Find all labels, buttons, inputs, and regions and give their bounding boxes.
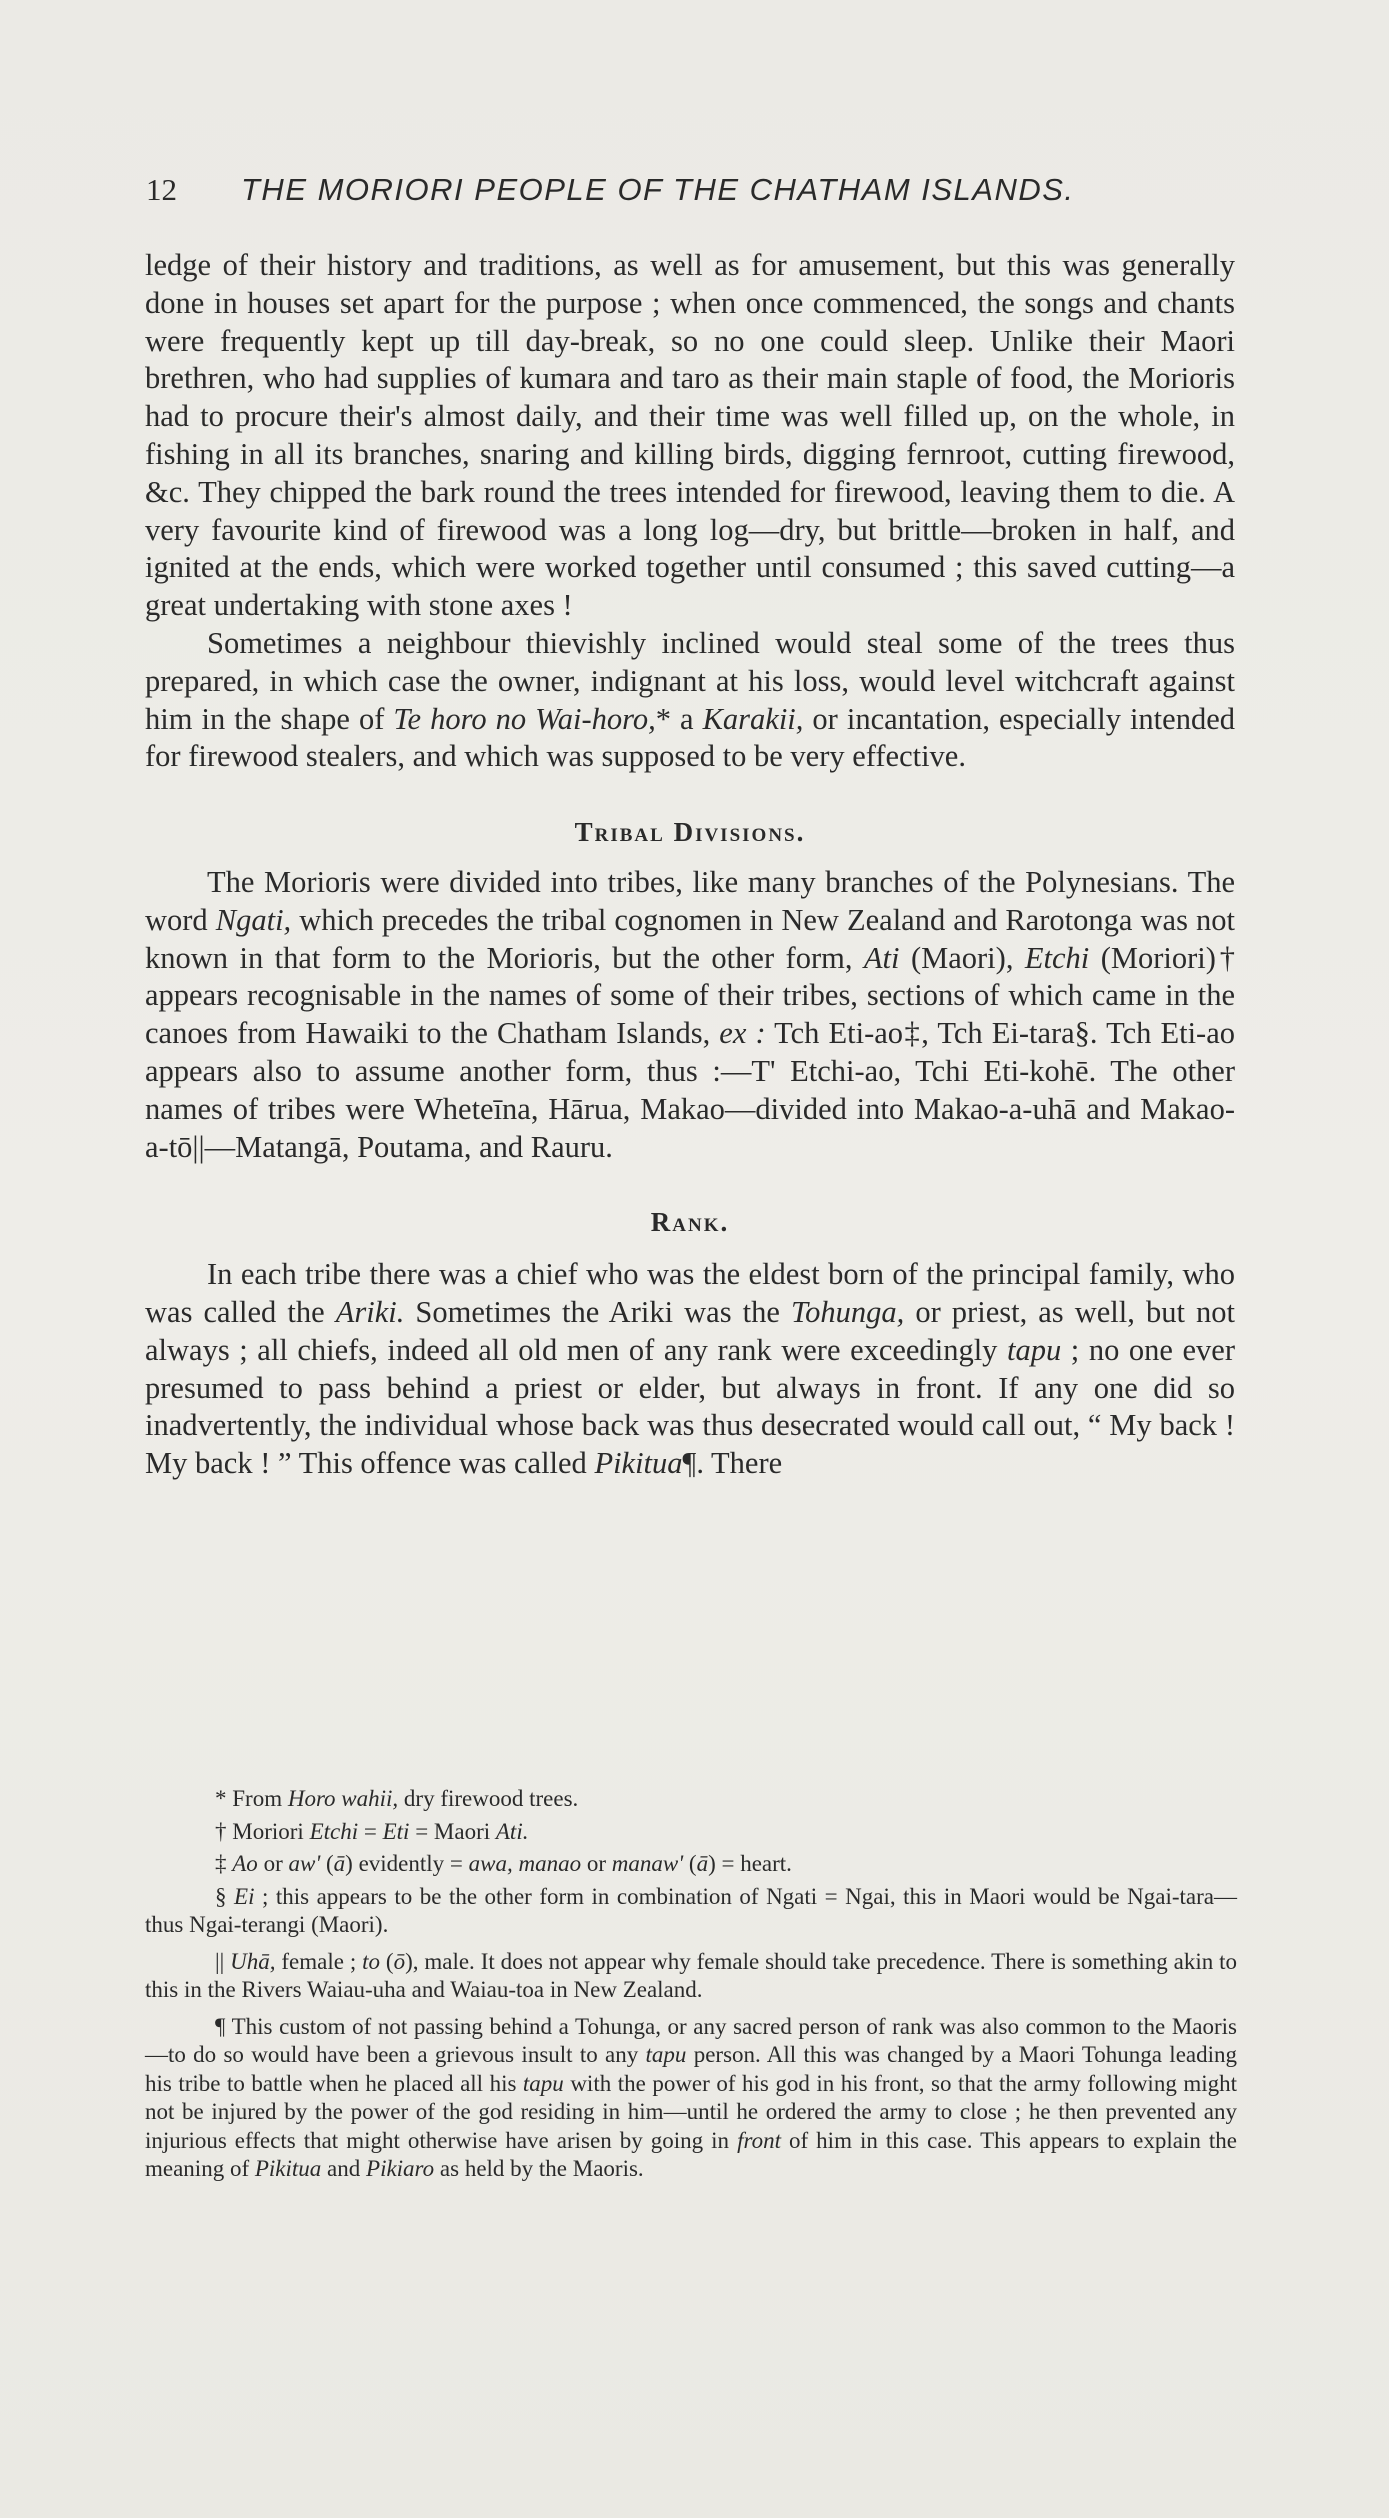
paragraph-2 (145, 625, 1235, 776)
text-run: (Moriori)† appears recognisable in the names of some of their tribes, sections of which came in the canoes from Hawaiki to the Chatham Islands, (145, 940, 1236, 1051)
text-run: female ; (275, 1948, 363, 1974)
text-run: Tch Eti-ao‡, Tch Ei-tara§. Tch Eti-ao appears also to assume another form, thus :—T' Etchi-ao, Tchi Eti-kohē. The other names of tribes were Wheteīna, Hārua, Makao—divided into Makao-a-uhā and Makao-a-tō||—Matangā, Poutama, and Rauru. (145, 1016, 1235, 1164)
page-number: 12 (146, 172, 177, 207)
italic-term: ā (333, 1851, 346, 1876)
footnote-2 (145, 1818, 1237, 1847)
italic-term: Pikitua (254, 2156, 322, 2181)
italic-term: Ariki. (335, 1294, 405, 1329)
section-heading-tribal-divisions: Tribal Divisions. (574, 817, 806, 848)
italic-term: Ati (863, 940, 900, 975)
italic-term: awa, manao (468, 1851, 582, 1876)
italic-term: Pikitua (594, 1446, 683, 1481)
text-run: In each tribe there was a chief who was the eldest born of the principal family, who was called the (145, 1257, 1235, 1329)
text-run: with the power of his god in his front, so that the army following might not be injured by the power of the god residing in him—until he ordered the army to close ; he then prevented any injurious effects that might otherwise have arisen by going in (145, 2070, 1238, 2153)
running-title: THE MORIORI PEOPLE OF THE CHATHAM ISLANDS. (241, 172, 1075, 207)
text-run: The Morioris were divided into tribes, like many branches of the Polynesians. The word (145, 864, 1235, 937)
italic-term: front (737, 2127, 781, 2153)
text-run: ) evidently = (345, 1851, 469, 1876)
footnote-marker-text: ¶ This custom of not passing behind a Tohunga, or any sacred person of rank was also common to the Maoris—to do so would have been a grievous insult to any (145, 2013, 1237, 2067)
text-run: ¶. There (682, 1446, 783, 1481)
footnote-marker-text: ‡ (215, 1851, 233, 1876)
text-run: ; no one ever presumed to pass behind a priest or elder, but always in front. If any one did so inadvertently, the individual whose back was thus desecrated would call out, “ My back ! My back ! ” This offence was called (145, 1332, 1235, 1481)
text-run: ( (320, 1851, 334, 1876)
text-run: ) = heart. (708, 1851, 792, 1876)
text-run: ( (380, 1948, 394, 1974)
text-run: or priest, as well, but not always ; all chiefs, indeed all old men of any rank were exceedingly (145, 1294, 1235, 1367)
footnote-marker-text: * From (215, 1786, 288, 1811)
italic-term: Ati. (495, 1818, 529, 1844)
text-run: or incantation, especially intended for firewood stealers, and which was supposed to be very effective. (145, 701, 1235, 774)
italic-term: Te horo no Wai-horo, (393, 701, 656, 736)
italic-term: aw' (288, 1851, 321, 1876)
footnote-5 (145, 1948, 1237, 2005)
text-run: and (321, 2156, 367, 2181)
text-run: Sometimes the Ariki was the (404, 1294, 791, 1329)
body-text (145, 247, 1235, 1483)
footnote-6 (145, 2013, 1237, 2184)
text-run: * a (655, 701, 703, 736)
italic-term: Karakii, (702, 701, 804, 736)
text-run: dry firewood trees. (398, 1786, 579, 1811)
text-run: ), male. It does not appear why female should take precedence. There is something akin to this in the Rivers Waiau-uha and Waiau-toa in New Zealand. (145, 1948, 1237, 2002)
footnote-marker-text: † Moriori (215, 1818, 310, 1844)
italic-term: Etchi (1024, 940, 1090, 975)
italic-term: Horo wahii, (287, 1786, 399, 1811)
italic-term: Etchi (309, 1818, 359, 1844)
italic-term: tapu (522, 2070, 564, 2096)
italic-term: ō (393, 1948, 406, 1974)
text-run: = Maori (409, 1818, 496, 1844)
text-run: of him in this case. This appears to explain the meaning of (145, 2127, 1237, 2181)
page-header (146, 168, 1246, 212)
paragraph-3 (145, 864, 1235, 1166)
italic-term: tapu (645, 2042, 687, 2067)
italic-term: to (362, 1948, 380, 1974)
text-run: ( (683, 1851, 697, 1876)
footnote-marker-text: § (215, 1883, 235, 1909)
text-run: Sometimes a neighbour thievishly inclined would steal some of the trees thus prepared, in which case the owner, indignant at his loss, would level witchcraft against him in the shape of (145, 625, 1235, 736)
paragraph-4 (145, 1256, 1235, 1483)
italic-term: Ao (232, 1851, 258, 1876)
italic-term: tapu (1007, 1332, 1062, 1367)
footnote-1 (145, 1785, 1237, 1814)
footnotes (145, 1785, 1237, 2192)
italic-term: manaw' (611, 1851, 684, 1876)
italic-term: Eti (382, 1818, 410, 1844)
footnote-marker-text: || (215, 1948, 231, 1974)
text-run: person. All this was changed by a Maori Tohunga leading his tribe to battle when he placed all his (145, 2042, 1238, 2096)
italic-term: ex : (719, 1016, 766, 1051)
italic-term: Pikiaro (366, 2156, 435, 2181)
footnote-4 (145, 1883, 1237, 1940)
text-run: = (358, 1818, 383, 1844)
footnote-3 (145, 1850, 1237, 1879)
italic-term: Uhā, (230, 1948, 276, 1974)
section-heading-rank: Rank. (650, 1207, 730, 1238)
text-run: or (257, 1851, 289, 1876)
text-run: as held by the Maoris. (434, 2156, 644, 2181)
text-run: ledge of their history and traditions, as well as for amusement, but this was generally done in houses set apart for the purpose ; when once commenced, the songs and chants were frequently kept up till day-break, so no one could sleep. Unlike their Maori brethren, who had supplies of kumara and taro as their main staple of food, the Morioris had to procure their's almost daily, and their time was well filled up, on the whole, in fishing in all its branches, snaring and killing birds, digging fernroot, cutting firewood, &c. They chipped the bark round the trees intended for firewood, leaving them to die. A very favourite kind of firewood was a long log—dry, but brittle—broken in half, and ignited at the ends, which were worked together until consumed ; this saved cutting—a great undertaking with stone axes ! (145, 248, 1235, 623)
italic-term: ā (696, 1851, 709, 1876)
text-run: which precedes the tribal cognomen in New Zealand and Rarotonga was not known in that form to the Morioris, but the other form, (145, 902, 1235, 975)
paragraph-1 (145, 247, 1235, 625)
text-run: (Maori), (899, 940, 1025, 975)
text-run: ; this appears to be the other form in combination of Ngati = Ngai, this in Maori would be Ngai-tara—thus Ngai-terangi (Maori). (145, 1883, 1238, 1937)
italic-term: Ngati, (215, 902, 292, 937)
text-run: or (581, 1851, 612, 1876)
italic-term: Ei (234, 1883, 255, 1909)
italic-term: Tohunga, (790, 1294, 905, 1329)
